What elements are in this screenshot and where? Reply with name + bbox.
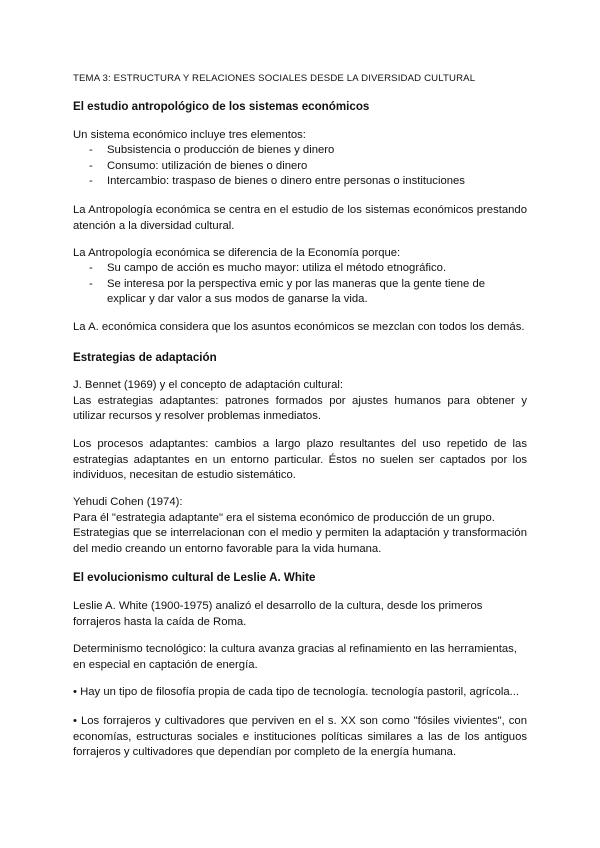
paragraph-cohen: Yehudi Cohen (1974): Para él "estrategia adaptante" era el sistema económico de producción de un grupo. Estrategias que se interrelacionan con el medio y permiten la adaptación y transformación del medio creando un entorno favorable para la vida humana. (73, 496, 527, 555)
paragraph-economic-anthropology-difference: La Antropología económica se diferencia de la Economía porque: (73, 247, 401, 259)
section-title-adaptation-strategies: Estrategias de adaptación (73, 351, 217, 364)
difference-list (73, 261, 527, 308)
list-item: - Su campo de acción es mucho mayor: utiliza el método etnográfico. (89, 262, 447, 274)
list-item: - Subsistencia o producción de bienes y dinero (89, 144, 335, 156)
paragraph-white-intro: Leslie A. White (1900-1975) analizó el desarrollo de la cultura, desde los primeros forrajeros hasta la caída de Roma. (73, 600, 483, 628)
document-header: TEMA 3: ESTRUCTURA Y RELACIONES SOCIALES DESDE LA DIVERSIDAD CULTURAL (73, 73, 476, 84)
paragraph-technological-determinism: Determinismo tecnológico: la cultura avanza gracias al refinamiento en las herramientas, en especial en captación de energía. (73, 643, 517, 671)
paragraph-bennet: J. Bennet (1969) y el concepto de adaptación cultural: Las estrategias adaptantes: patrones formados por ajustes humanos para obtener y utilizar recursos y resolver problemas inmediatos. (73, 379, 527, 422)
section-title-cultural-evolutionism: El evolucionismo cultural de Leslie A. White (73, 571, 316, 584)
paragraph-living-fossils: • Los forrajeros y cultivadores que perviven en el s. XX son como "fósiles vivientes", con economías, estructuras sociales e instituciones políticas similares a las de los antiguos forrajeros y cultivadores que dependían por completo de la energía humana. (73, 715, 527, 758)
section-title-economic-systems: El estudio antropológico de los sistemas económicos (73, 100, 370, 113)
elements-list (73, 143, 527, 190)
paragraph-economic-matters: La A. económica considera que los asuntos económicos se mezclan con todos los demás. (73, 321, 525, 333)
list-item: - Intercambio: traspaso de bienes o dinero entre personas o instituciones (89, 175, 465, 187)
list-item: - Se interesa por la perspectiva emic y por las maneras que la gente tiene de explicar y dar valor a sus modos de ganarse la vida. (89, 277, 486, 305)
paragraph-economic-anthropology-focus: La Antropología económica se centra en el estudio de los sistemas económicos prestando atención a la diversidad cultural. (73, 204, 527, 232)
paragraph-adaptive-processes: Los procesos adaptantes: cambios a largo plazo resultantes del uso repetido de las estrategias adaptantes en un entorno particular. Éstos no suelen ser captados por los individuos, necesitan de estudio sistemático. (73, 438, 527, 481)
list-item: - Consumo: utilización de bienes o dinero (89, 159, 308, 172)
paragraph-intro: Un sistema económico incluye tres elementos: (73, 129, 306, 141)
paragraph-technology-philosophy: • Hay un tipo de filosofía propia de cada tipo de tecnología. tecnología pastoril, agrícola... (73, 686, 520, 698)
